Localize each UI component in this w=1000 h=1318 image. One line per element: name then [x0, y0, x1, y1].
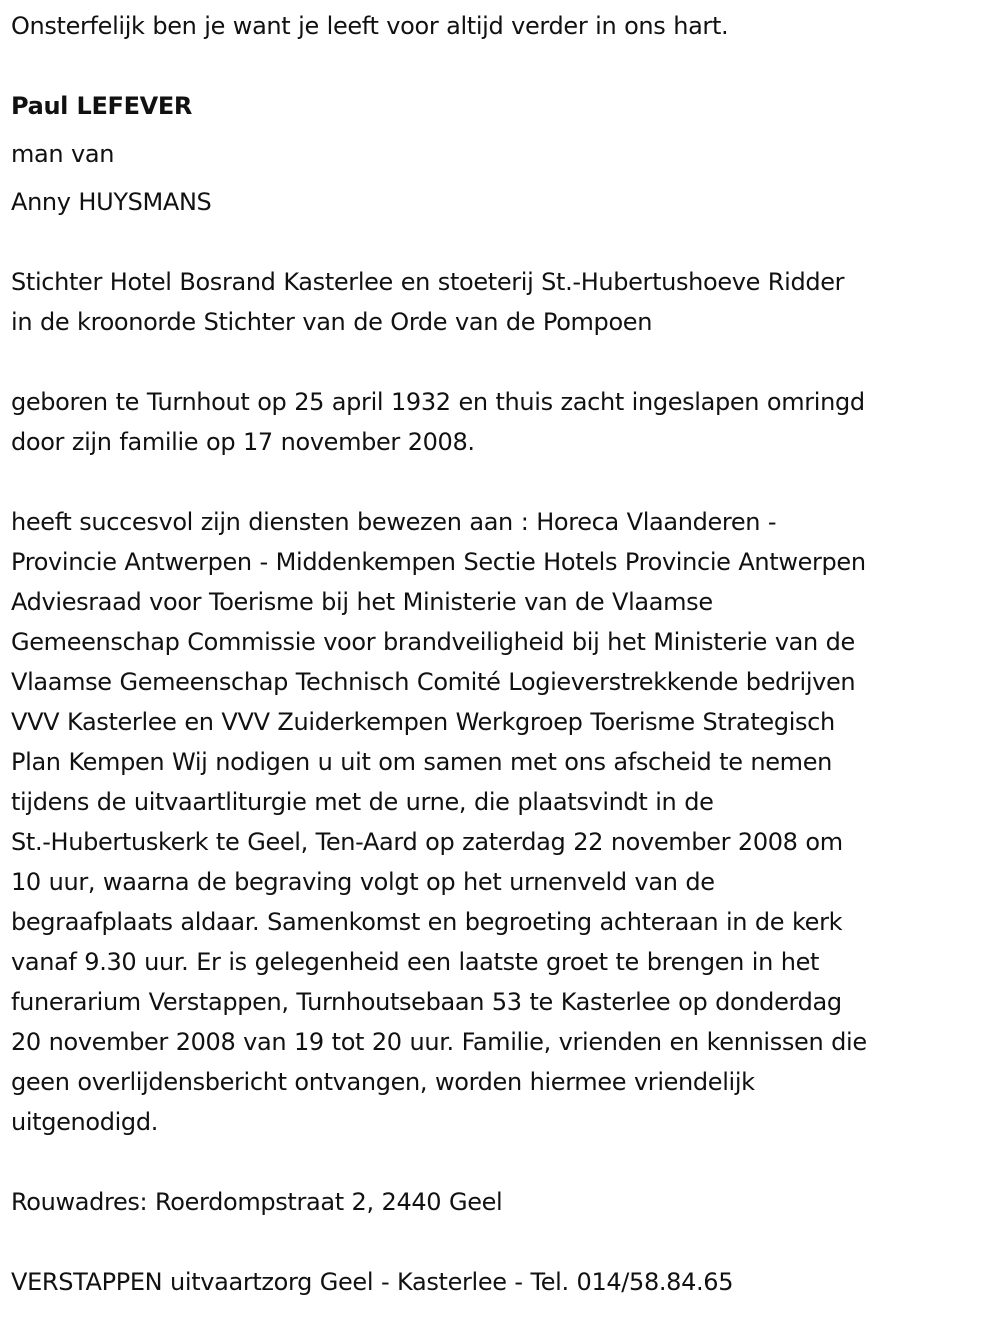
services-line: heeft succesvol zijn diensten bewezen aan : Horeca Vlaanderen -	[11, 508, 777, 536]
services-line: 10 uur, waarna de begraving volgt op het urnenveld van de	[11, 868, 715, 896]
services-paragraph	[11, 502, 993, 1142]
services-line: Gemeenschap Commissie voor brandveiligheid bij het Ministerie van de	[11, 628, 855, 656]
deceased-name: Paul LEFEVER	[11, 92, 193, 120]
roles-paragraph	[11, 262, 993, 342]
birth-death-line: geboren te Turnhout op 25 april 1932 en thuis zacht ingeslapen omringd	[11, 388, 865, 416]
roles-line: in de kroonorde Stichter van de Orde van de Pompoen	[11, 308, 653, 336]
services-line: uitgenodigd.	[11, 1108, 158, 1136]
obituary-notice	[11, 0, 993, 1302]
services-line: Plan Kempen Wij nodigen u uit om samen met ons afscheid te nemen	[11, 748, 832, 776]
services-line: St.-Hubertuskerk te Geel, Ten-Aard op zaterdag 22 november 2008 om	[11, 828, 843, 856]
services-line: vanaf 9.30 uur. Er is gelegenheid een laatste groet te brengen in het	[11, 948, 820, 976]
services-line: 20 november 2008 van 19 tot 20 uur. Familie, vrienden en kennissen die	[11, 1028, 867, 1056]
services-line: begraafplaats aldaar. Samenkomst en begroeting achteraan in de kerk	[11, 908, 843, 936]
services-line: Adviesraad voor Toerisme bij het Ministerie van de Vlaamse	[11, 588, 713, 616]
services-line: Vlaamse Gemeenschap Technisch Comité Logieverstrekkende bedrijven	[11, 668, 856, 696]
services-line: funerarium Verstappen, Turnhoutsebaan 53 te Kasterlee op donderdag	[11, 988, 842, 1016]
relation-text: man van	[11, 140, 115, 168]
services-line: VVV Kasterlee en VVV Zuiderkempen Werkgroep Toerisme Strategisch	[11, 708, 835, 736]
spouse-name: Anny HUYSMANS	[11, 188, 212, 216]
roles-line: Stichter Hotel Bosrand Kasterlee en stoeterij St.-Hubertushoeve Ridder	[11, 268, 845, 296]
services-line: tijdens de uitvaartliturgie met de urne, die plaatsvindt in de	[11, 788, 714, 816]
mourning-address: Rouwadres: Roerdompstraat 2, 2440 Geel	[11, 1188, 503, 1216]
epigraph: Onsterfelijk ben je want je leeft voor altijd verder in ons hart.	[11, 12, 729, 40]
services-line: Provincie Antwerpen - Middenkempen Sectie Hotels Provincie Antwerpen	[11, 548, 866, 576]
undertaker-contact: VERSTAPPEN uitvaartzorg Geel - Kasterlee - Tel. 014/58.84.65	[11, 1268, 734, 1296]
services-line: geen overlijdensbericht ontvangen, worden hiermee vriendelijk	[11, 1068, 755, 1096]
birth-death-line: door zijn familie op 17 november 2008.	[11, 428, 475, 456]
birth-death-paragraph	[11, 382, 993, 462]
